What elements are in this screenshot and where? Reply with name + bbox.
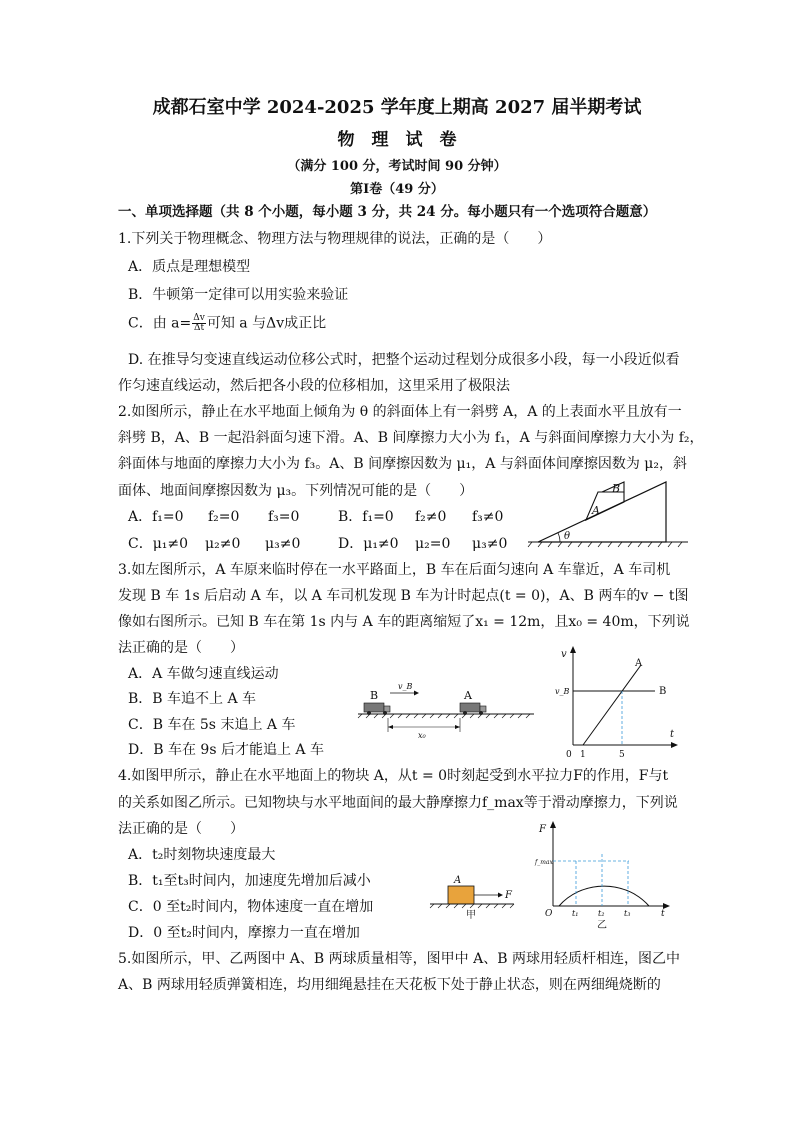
q4-option-d: D．0 至t₂时间内，摩擦力一直在增加	[128, 925, 360, 941]
section-heading: 一、单项选择题（共 8 个小题，每小题 3 分，共 24 分。每小题只有一个选项符合题意）	[118, 204, 657, 220]
t-axis-label: t	[670, 729, 675, 740]
q4-option-a: A．t₂时刻物块速度最大	[128, 847, 276, 863]
series-b-label: B	[659, 686, 667, 697]
exam-info: （满分 100 分，考试时间 90 分钟）	[287, 159, 507, 174]
q1-option-d-line1: D. 在推导匀变速直线运动位移公式时，把整个运动过程划分成很多小段，每一小段近似看	[128, 352, 680, 368]
q2-line2: 斜劈 B，A、B 一起沿斜面匀速下滑。A、B 间摩擦力大小为 f₁，A 与斜面间摩擦力大小为 f₂，	[118, 430, 704, 446]
label-a: A	[592, 504, 600, 517]
t1-label: t₁	[572, 909, 579, 918]
q2-option-b-2: f₂≠0	[415, 509, 447, 525]
q4-ft-graph	[535, 818, 675, 930]
tick-0: 0	[566, 750, 572, 760]
car-b-shape	[364, 703, 390, 715]
q4-line3: 法正确的是（ ）	[118, 821, 244, 837]
q4-option-b: B．t₁至t₃时间内，加速度先增加后减小	[128, 873, 371, 889]
q3-option-a: A．A 车做匀速直线运动	[128, 666, 279, 682]
q1-option-a: A．质点是理想模型	[128, 259, 251, 275]
q1-option-d-line2: 作匀速直线运动，然后把各小段的位移相加，这里采用了极限法	[118, 378, 510, 394]
q5-line1: 5.如图所示，甲、乙两图中 A、B 两球质量相等，图甲中 A、B 两球用轻质杆相连，图乙中	[118, 951, 680, 967]
series-a-label: A	[635, 658, 643, 669]
q3-line1: 3.如左图所示，A 车原来临时停在一水平路面上，B 车在后面匀速向 A 车靠近，A 车司机	[118, 562, 671, 578]
vb-tick-label: v_B	[555, 687, 570, 696]
q1-c-prefix: C．由 a=	[128, 315, 192, 332]
q2-line3: 斜面体与地面的摩擦力大小为 f₃。A、B 间摩擦因数为 μ₁，A 与斜面体间摩擦因数为 μ₂，斜	[118, 456, 687, 472]
vb-arrow-head	[414, 691, 419, 696]
q3-line2: 发现 B 车 1s 后启动 A 车，以 A 车司机发现 B 车为计时起点(t = 0)，A、B 两车的v − t图	[118, 588, 689, 604]
caption-yi: 乙	[597, 920, 607, 931]
line-a	[583, 665, 641, 745]
block-a-label: A	[454, 875, 462, 886]
q1-c-fraction	[192, 314, 206, 333]
t-axis-arrow	[671, 742, 678, 748]
q1-option-b: B．牛顿第一定律可以用实验来验证	[128, 287, 349, 303]
q2-option-d-3: μ₃≠0	[472, 536, 508, 552]
v-axis-label: v	[561, 649, 567, 660]
q3-option-d: D．B 车在 9s 后才能追上 A 车	[128, 742, 324, 758]
q1-c-suffix: 可知 a 与Δv成正比	[206, 315, 327, 332]
q2-line1: 2.如图所示，静止在水平地面上倾角为 θ 的斜面体上有一斜劈 A，A 的上表面水平且放有一	[118, 404, 682, 420]
car-a-shape	[460, 703, 486, 715]
volume-title: 第Ⅰ卷（49 分）	[350, 182, 444, 197]
car-b-label: B	[370, 689, 379, 702]
q4-line2: 的关系如图乙所示。已知物块与水平地面间的最大静摩擦力f_max等于滑动摩擦力，下列说	[118, 795, 678, 811]
q2-option-a-3: f₃=0	[268, 509, 300, 525]
q2-option-d-2: μ₂=0	[415, 536, 451, 552]
caption-jia: 甲	[466, 910, 476, 921]
f-curve	[559, 886, 649, 906]
q3-option-b: B．B 车追不上 A 车	[128, 691, 257, 707]
v-axis-arrow	[570, 646, 576, 653]
label-theta: θ	[564, 531, 571, 542]
vb-label: v_B	[398, 682, 413, 691]
subject-title: 物 理 试 卷	[337, 130, 457, 150]
f-axis-arrow	[550, 821, 556, 828]
t3-label: t₃	[624, 909, 631, 918]
floor-hatch	[430, 904, 514, 908]
q2-incline-figure	[528, 478, 688, 548]
q3-line3: 像如右图所示。已知 B 车在第 1s 内与 A 车的距离缩短了x₁ = 12m，且x₀ = 40m，下列说	[118, 614, 690, 630]
exam-title: 成都石室中学 2024-2025 学年度上期高 2027 届半期考试	[152, 97, 642, 118]
t-axis-label: t	[661, 909, 665, 919]
q2-option-c-2: μ₂≠0	[205, 536, 241, 552]
x0-arrow-left	[388, 725, 393, 729]
q1-c-den: Δt	[193, 323, 205, 333]
x0-arrow-right	[455, 725, 460, 729]
tick-5: 5	[619, 750, 625, 760]
ground-hatch	[528, 542, 682, 547]
q3-line4: 法正确的是（ ）	[118, 640, 244, 656]
q2-option-b-3: f₃≠0	[472, 509, 504, 525]
q2-option-b: B．f₁=0	[338, 509, 394, 525]
force-label: F	[505, 890, 512, 901]
q4-option-c: C．0 至t₂时间内，物体速度一直在增加	[128, 899, 374, 915]
q3-cars-figure	[358, 680, 534, 740]
q2-option-d: D．μ₁≠0	[338, 536, 399, 552]
x0-label: x₀	[418, 731, 426, 740]
fmax-label: f_max	[535, 859, 553, 866]
q1-option-c	[128, 314, 326, 333]
q2-option-a: A．f₁=0	[128, 509, 184, 525]
origin-label: O	[545, 909, 553, 919]
f-axis-label: F	[539, 824, 546, 835]
q1-c-num: Δv	[193, 313, 205, 323]
theta-arc	[558, 533, 560, 542]
force-arrow-head	[498, 893, 503, 898]
q3-option-c: C．B 车在 5s 末追上 A 车	[128, 717, 296, 733]
q2-option-c-3: μ₃≠0	[265, 536, 301, 552]
car-a-label: A	[464, 689, 472, 702]
q2-option-c: C．μ₁≠0	[128, 536, 189, 552]
q5-line2: A、B 两球用轻质弹簧相连，均用细绳悬挂在天花板下处于静止状态，则在两细绳烧断的	[118, 977, 661, 993]
q4-block-figure	[430, 870, 520, 920]
q1-stem: 1.下列关于物理概念、物理方法与物理规律的说法，正确的是（ ）	[118, 231, 552, 247]
block-a	[448, 886, 474, 904]
t2-label: t₂	[598, 909, 605, 918]
q3-vt-graph	[555, 645, 680, 760]
q4-line1: 4.如图甲所示，静止在水平地面上的物块 A，从t = 0时刻起受到水平拉力F的作用，F与t	[118, 768, 669, 784]
label-b: B	[612, 482, 621, 495]
q2-line4: 面体、地面间摩擦因数为 μ₃。下列情况可能的是（ ）	[118, 483, 474, 499]
tick-1: 1	[580, 750, 586, 760]
q2-option-a-2: f₂=0	[208, 509, 240, 525]
